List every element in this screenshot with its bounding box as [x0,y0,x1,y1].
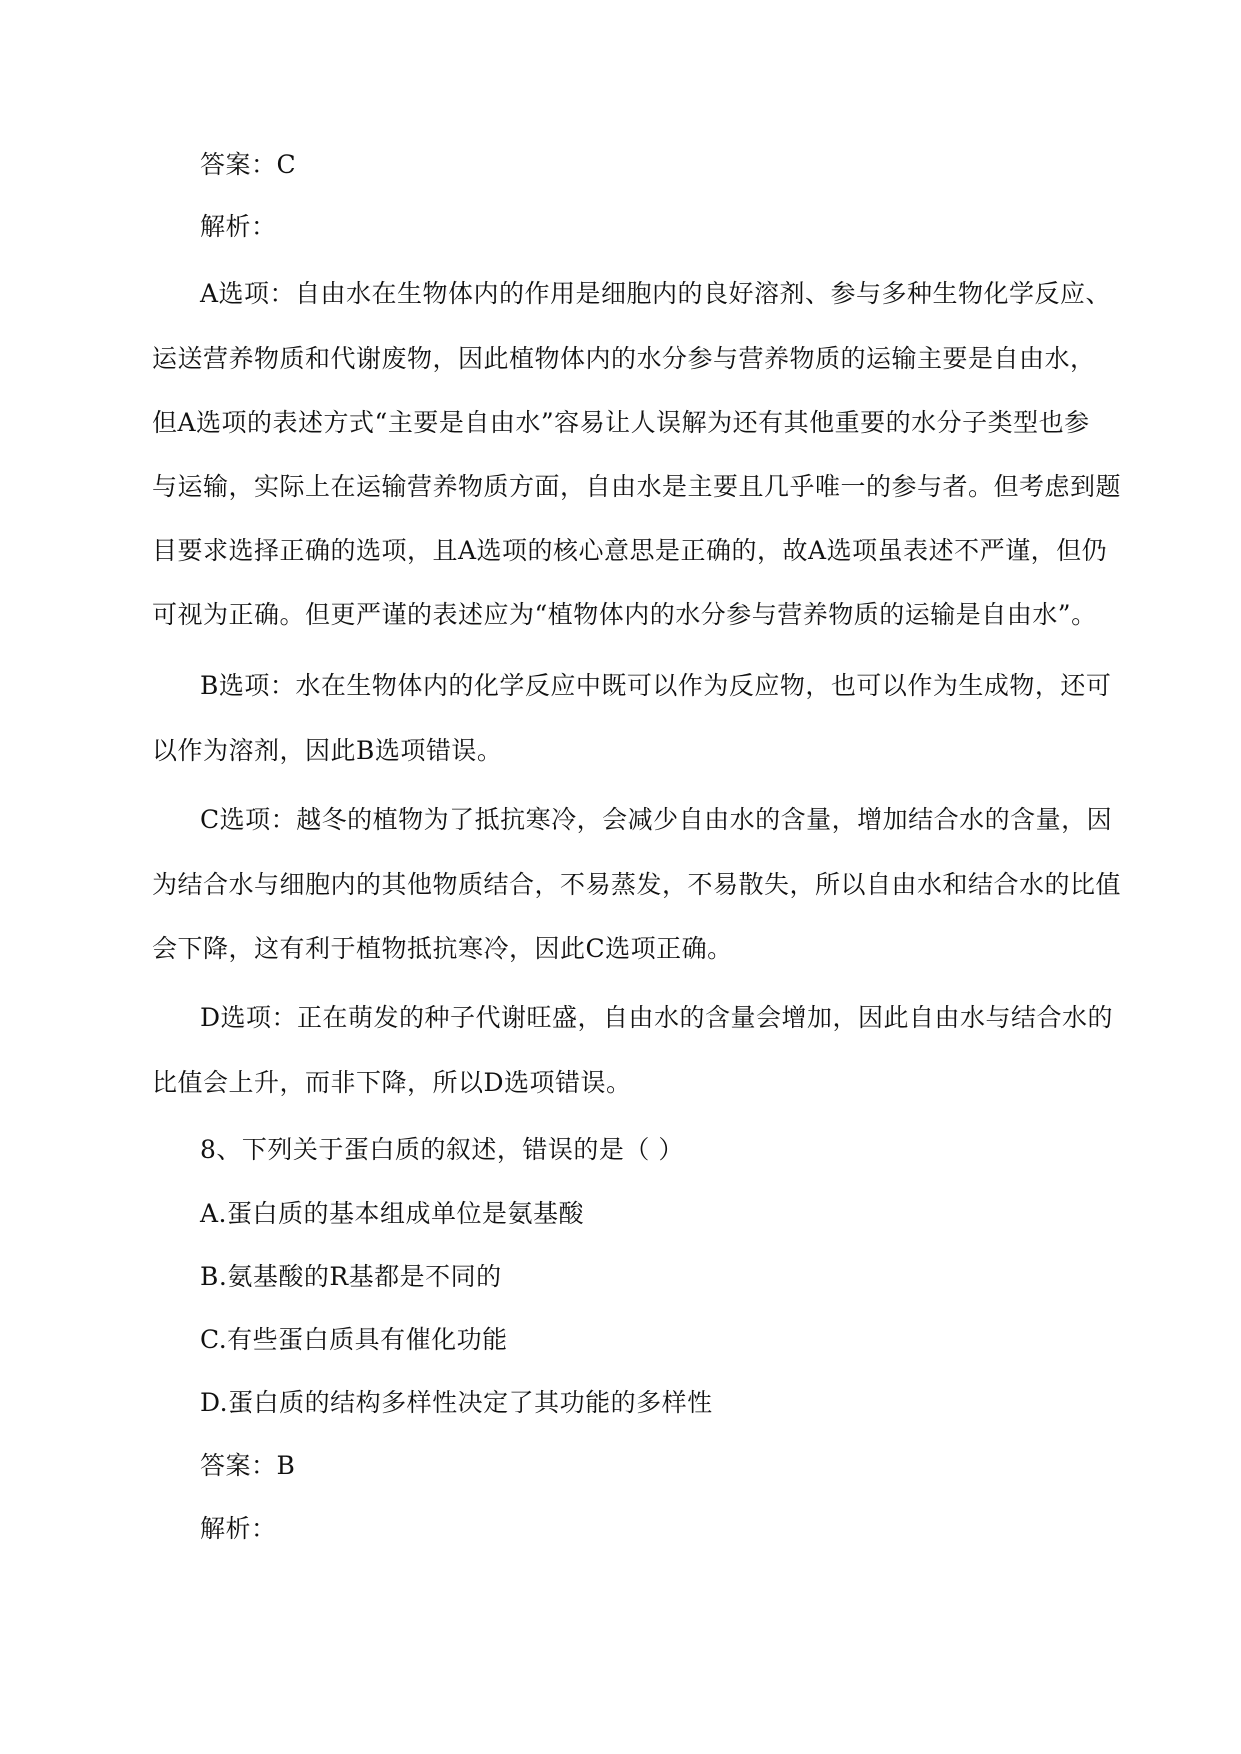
q7-option-d-line-2: 比值会上升，而非下降，所以D选项错误。 [152,1068,632,1097]
q7-option-c-line-2: 为结合水与细胞内的其他物质结合，不易蒸发，不易散失，所以自由水和结合水的比值 [152,870,1122,899]
q8-choice-a: A.蛋白质的基本组成单位是氨基酸 [200,1199,585,1228]
q7-option-a-line-5: 目要求选择正确的选项，且A选项的核心意思是正确的，故A选项虽表述不严谨，但仍 [152,536,1108,565]
q7-analysis-label: 解析： [200,212,277,241]
q7-option-b-line-2: 以作为溶剂，因此B选项错误。 [152,736,503,765]
q8-choice-c: C.有些蛋白质具有催化功能 [200,1325,508,1354]
q8-question: 8、下列关于蛋白质的叙述，错误的是（ ） [200,1135,684,1164]
q8-choice-b: B.氨基酸的R基都是不同的 [200,1262,502,1291]
q8-analysis-label: 解析： [200,1514,277,1543]
q7-option-a-line-4: 与运输，实际上在运输营养物质方面，自由水是主要且几乎唯一的参与者。但考虑到题 [152,472,1122,501]
q7-option-c-line-1: C选项：越冬的植物为了抵抗寒冷，会减少自由水的含量，增加结合水的含量，因 [200,805,1113,834]
q7-option-a-line-1: A选项：自由水在生物体内的作用是细胞内的良好溶剂、参与多种生物化学反应、 [200,279,1112,308]
q7-option-a-line-6: 可视为正确。但更严谨的表述应为“植物体内的水分参与营养物质的运输是自由水”。 [152,600,1097,629]
q7-option-a-line-3: 但A选项的表述方式“主要是自由水”容易让人误解为还有其他重要的水分子类型也参 [152,408,1090,437]
q7-option-c-line-3: 会下降，这有利于植物抵抗寒冷，因此C选项正确。 [152,934,733,963]
q8-choice-d: D.蛋白质的结构多样性决定了其功能的多样性 [200,1388,713,1417]
q7-option-d-line-1: D选项：正在萌发的种子代谢旺盛，自由水的含量会增加，因此自由水与结合水的 [200,1003,1114,1032]
q7-option-a-line-2: 运送营养物质和代谢废物，因此植物体内的水分参与营养物质的运输主要是自由水， [152,344,1096,373]
q8-answer: 答案：B [200,1451,296,1480]
q7-option-b-line-1: B选项：水在生物体内的化学反应中既可以作为反应物，也可以作为生成物，还可 [200,671,1112,700]
q7-answer: 答案：C [200,150,297,179]
